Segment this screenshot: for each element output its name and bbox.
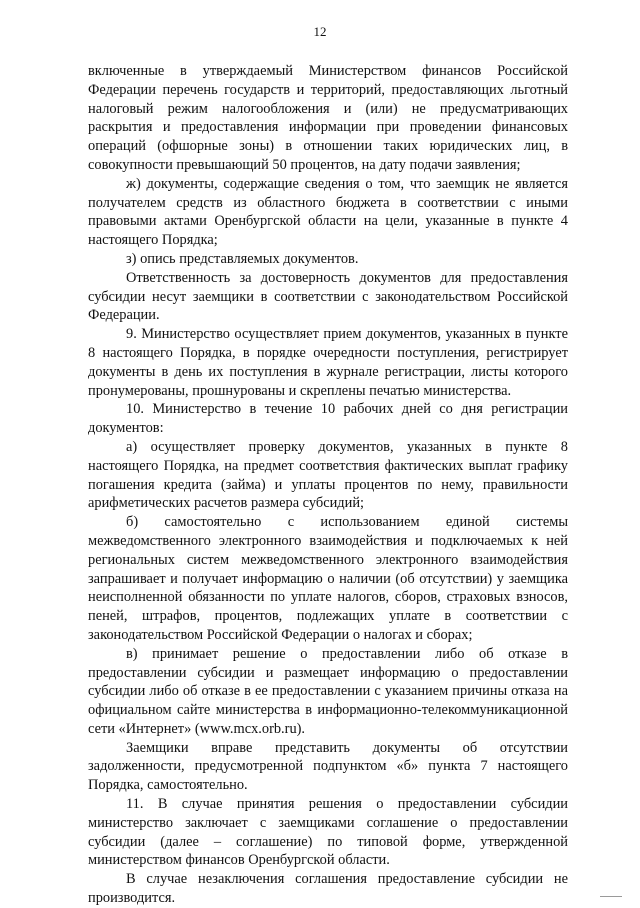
paragraph-responsibility: Ответственность за достоверность документов для предоставления субсидии несут заемщики в соответствии с законодательством Российской Федерации.: [88, 269, 568, 324]
paragraph-item-b: б) самостоятельно с использованием единой системы межведомственного электронного взаимодействия и подключаемых к ней региональных систем межведомственного электронного взаимодействия запрашивает и получает информацию о наличии (об отсутствии) у заемщика неисполненной обязанности по уплате налогов, сборов, страховых взносов, пеней, штрафов, процентов, подлежащих уплате в соответствии с законодательством Российской Федерации о налогах и сборах;: [88, 514, 568, 643]
scan-corner-mark: [600, 896, 622, 897]
page-number: 12: [313, 24, 327, 39]
document-body: [88, 62, 568, 908]
paragraph-no-agreement: В случае незаключения соглашения предоставление субсидии не производится.: [88, 871, 568, 907]
paragraph-clause-10: 10. Министерство в течение 10 рабочих дней со дня регистрации документов:: [88, 401, 568, 437]
paragraph-item-v: в) принимает решение о предоставлении либо об отказе в предоставлении субсидии и размещает информацию о предоставлении субсидии либо об отказе в ее предоставлении с указанием причины отказа на официальном сайте министерства в информационно-телекоммуникационной сети «Интернет» (www.mcx.orb.ru).: [88, 645, 568, 737]
paragraph-clause-11: 11. В случае принятия решения о предоставлении субсидии министерство заключает с заемщиками соглашение о предоставлении субсидии (далее – соглашение) по типовой форме, утвержденной министерством финансов Оренбургской области.: [88, 796, 568, 869]
paragraph-continuation: включенные в утверждаемый Министерством финансов Российской Федерации перечень государств и территорий, предоставляющих льготный налоговый режим налогообложения и (или) не предусматривающих раскрытия и предоставления информации при проведении финансовых операций (офшорные зоны) в отношении таких юридических лиц, в совокупности превышающий 50 процентов, на дату подачи заявления;: [88, 63, 568, 173]
paragraph-borrowers-right: Заемщики вправе представить документы об отсутствии задолженности, предусмотренной подпунктом «б» пункта 7 настоящего Порядка, самостоятельно.: [88, 739, 568, 794]
paragraph-clause-9: 9. Министерство осуществляет прием документов, указанных в пункте 8 настоящего Порядка, в порядке очередности поступления, регистрирует документы в день их поступления в журнале регистрации, листы которого пронумерованы, прошнурованы и скреплены печатью министерства.: [88, 326, 568, 399]
paragraph-item-z: з) опись представляемых документов.: [126, 250, 359, 267]
paragraph-item-a: а) осуществляет проверку документов, указанных в пункте 8 настоящего Порядка, на предмет соответствия фактических выплат графику погашения кредита (займа) и уплаты процентов по нему, правильности арифметических расчетов размера субсидий;: [88, 438, 568, 512]
paragraph-item-zh: ж) документы, содержащие сведения о том, что заемщик не является получателем средств из областного бюджета в соответствии с иными правовыми актами Оренбургской области на цели, указанные в пункте 4 настоящего Порядка;: [88, 175, 568, 249]
